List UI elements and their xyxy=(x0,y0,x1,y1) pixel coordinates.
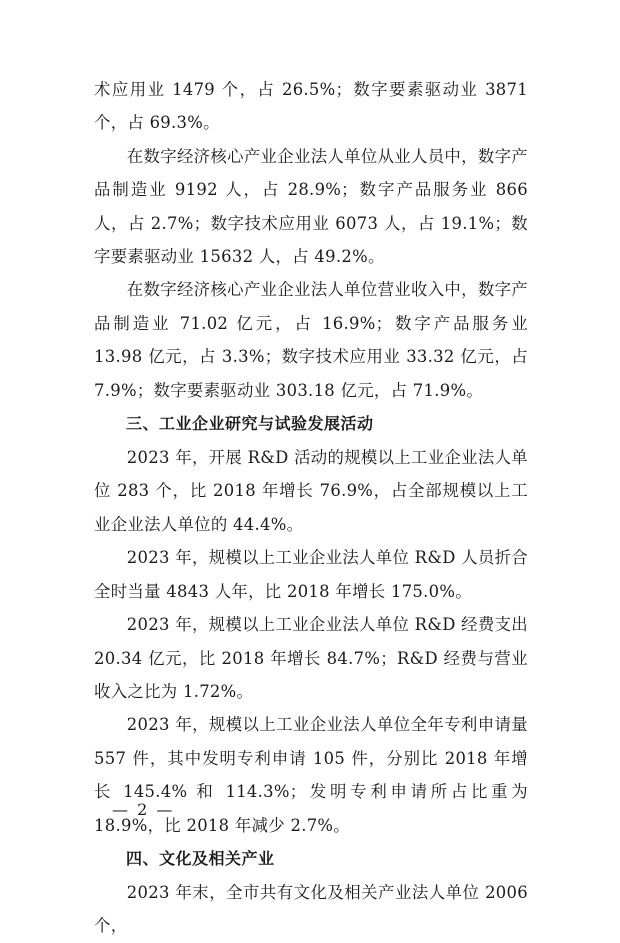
paragraph-continued: 术应用业 1479 个，占 26.5%；数字要素驱动业 3871 个，占 69.3%。 xyxy=(94,80,528,133)
section-heading-culture: 四、文化及相关产业 xyxy=(126,848,275,868)
paragraph-patents: 2023 年，规模以上工业企业法人单位全年专利申请量 557 件，其中发明专利申请 105 件，分别比 2018 年增长 145.4% 和 114.3%；发明专利申请所占比重为 18.9%，比 2018 年减少 2.7%。 xyxy=(94,715,528,835)
section-heading-rd: 三、工业企业研究与试验发展活动 xyxy=(126,414,374,434)
page-number: — 2 — xyxy=(112,800,175,819)
paragraph-employees: 在数字经济核心产业企业法人单位从业人员中，数字产品制造业 9192 人，占 28.9%；数字产品服务业 866 人，占 2.7%；数字技术应用业 6073 人，占 19.1%；数字要素驱动业 15632 人，占 49.2%。 xyxy=(94,146,528,267)
paragraph-rd-personnel: 2023 年，规模以上工业企业法人单位 R&D 人员折合全时当量 4843 人年，比 2018 年增长 175.0%。 xyxy=(94,548,528,601)
paragraph-rd-expenditure: 2023 年，规模以上工业企业法人单位 R&D 经费支出 20.34 亿元，比 2018 年增长 84.7%；R&D 经费与营业收入之比为 1.72%。 xyxy=(94,615,528,701)
paragraph-culture-units: 2023 年末，全市共有文化及相关产业法人单位 2006 个， xyxy=(94,882,528,936)
paragraph-rd-units: 2023 年，开展 R&D 活动的规模以上工业企业法人单位 283 个，比 2018 年增长 76.9%，占全部规模以上工业企业法人单位的 44.4%。 xyxy=(94,448,528,534)
paragraph-revenue: 在数字经济核心产业企业法人单位营业收入中，数字产品制造业 71.02 亿元，占 16.9%；数字产品服务业 13.98 亿元，占 3.3%；数字技术应用业 33.32 亿元，占 7.9%；数字要素驱动业 303.18 亿元，占 71.9%。 xyxy=(94,280,528,400)
